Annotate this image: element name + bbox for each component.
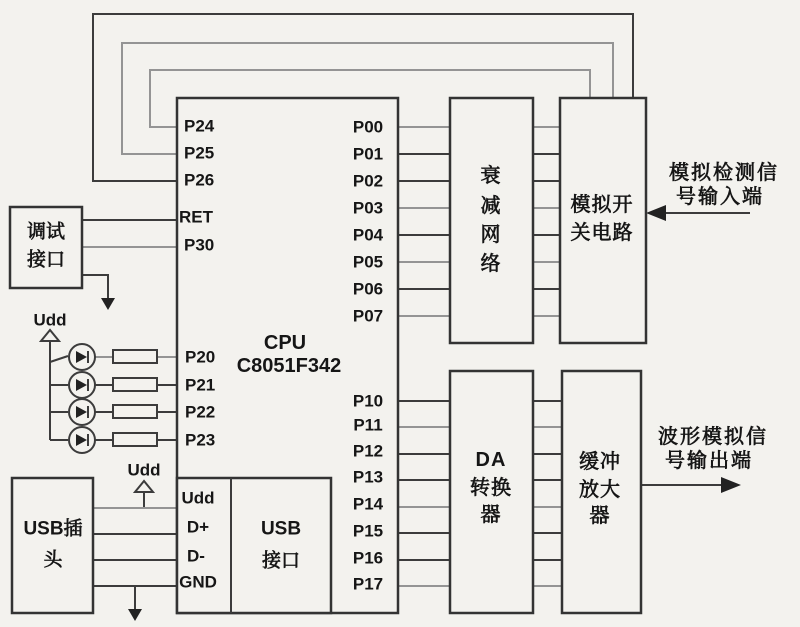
analog-switch-block (560, 98, 646, 343)
da-converter-label: 器 (480, 504, 502, 526)
pin-label-p16: P16 (352, 548, 384, 568)
attenuation-network-label: 络 (480, 253, 502, 275)
pin-label-dminus: D- (187, 546, 205, 566)
pin-label-p30: P30 (184, 235, 215, 255)
pin-label-p03: P03 (352, 198, 384, 218)
usb-interface-label: USB (260, 518, 302, 540)
resistor-icon (113, 350, 157, 363)
pin-label-p04: P04 (352, 225, 384, 245)
buffer-amplifier-label: 器 (589, 505, 611, 527)
pin-label-p05: P05 (352, 252, 384, 272)
pin-label-ret: RET (179, 207, 213, 227)
analog-switch-label: 关电路 (570, 222, 634, 244)
resistor-icon (113, 433, 157, 446)
pin-label-p14: P14 (352, 494, 384, 514)
da-converter-label: DA (475, 449, 507, 471)
pin-label-p15: P15 (352, 521, 384, 541)
attenuation-network-label: 减 (480, 195, 502, 217)
resistor-icon (113, 405, 157, 418)
pin-label-p24: P24 (184, 116, 215, 136)
analog-input-label: 号输入端 (676, 186, 764, 208)
buffer-amplifier-label: 缓冲 (579, 451, 621, 473)
pin-label-p26: P26 (184, 170, 215, 190)
pin-label-p02: P02 (352, 171, 384, 191)
debug-interface-label: 调试 (26, 221, 66, 243)
buffer-amplifier-label: 放大 (579, 479, 621, 501)
waveform-output-label: 号输出端 (665, 450, 753, 472)
debug-interface-label: 接口 (26, 249, 66, 271)
usb-interface-label: 接口 (261, 550, 301, 572)
usb-plug-block (12, 478, 93, 613)
pin-label-p20: P20 (185, 347, 216, 367)
power-label-bottom: Udd (127, 460, 161, 480)
da-converter-label: 转换 (470, 477, 512, 499)
waveform-output-label: 波形模拟信 (658, 426, 768, 448)
usb-plug-label: USB插 (23, 518, 83, 540)
pin-label-p07: P07 (352, 306, 384, 326)
pin-label-p23: P23 (185, 430, 216, 450)
debug-interface-block (10, 207, 82, 288)
cpu-title: CPU (263, 332, 307, 354)
pin-label-udd: Udd (181, 488, 215, 508)
pin-label-p01: P01 (352, 144, 384, 164)
attenuation-network-block (450, 98, 533, 343)
pin-label-p17: P17 (352, 574, 384, 594)
pin-label-p22: P22 (185, 402, 216, 422)
analog-switch-label: 模拟开 (570, 194, 634, 216)
attenuation-network-label: 网 (480, 224, 502, 246)
pin-label-p21: P21 (185, 375, 216, 395)
pin-label-p13: P13 (352, 467, 384, 487)
pin-label-dplus: D+ (186, 517, 210, 537)
attenuation-network-label: 衰 (480, 165, 502, 187)
usb-plug-label: 头 (43, 549, 63, 571)
pin-label-p00: P00 (352, 117, 384, 137)
pin-label-p06: P06 (352, 279, 384, 299)
resistor-icon (113, 378, 157, 391)
pin-label-gnd: GND (179, 572, 217, 592)
power-label-top: Udd (33, 310, 67, 330)
pin-label-p25: P25 (184, 143, 215, 163)
cpu-model-label: C8051F342 (236, 355, 342, 377)
pin-label-p12: P12 (352, 441, 384, 461)
analog-input-label: 模拟检测信 (669, 162, 779, 184)
pin-label-p10: P10 (352, 391, 384, 411)
pin-label-p11: P11 (353, 415, 383, 435)
